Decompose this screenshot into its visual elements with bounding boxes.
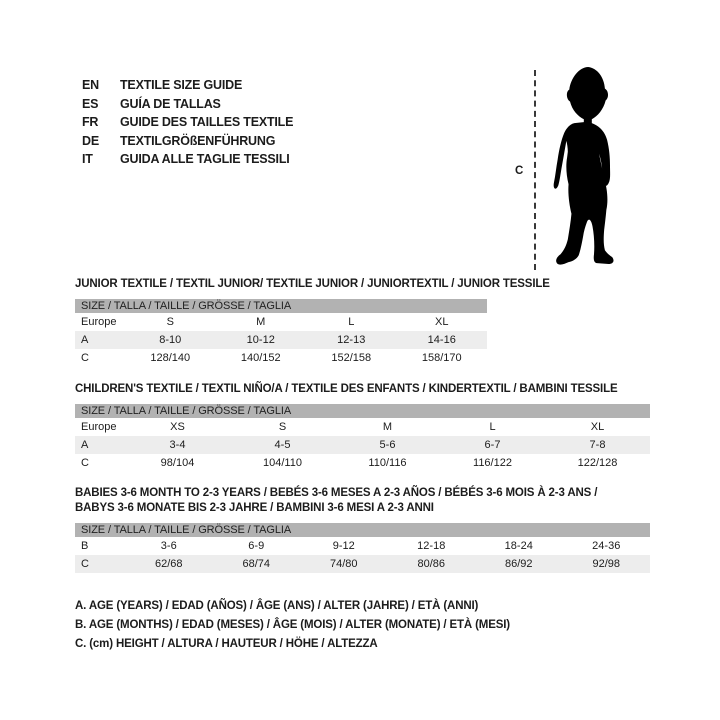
table-cell: 104/110 <box>263 457 302 469</box>
table-cell: 68/74 <box>242 558 271 570</box>
table-cell: M <box>382 421 393 433</box>
language-code: EN <box>82 78 99 93</box>
table-row <box>75 436 650 454</box>
language-code: FR <box>82 115 99 130</box>
table-row <box>75 555 650 573</box>
table-cell: S <box>166 316 174 328</box>
table-cell: L <box>348 316 355 328</box>
height-measure-label: C <box>515 165 524 177</box>
table-rows <box>75 313 487 367</box>
language-title: GUÍA DE TALLAS <box>120 96 221 111</box>
table-rows <box>75 537 650 573</box>
table-cell: 8-10 <box>159 334 182 346</box>
table-cell: 6-9 <box>248 540 265 552</box>
language-code: DE <box>82 133 99 148</box>
table-cell: 9-12 <box>332 540 355 552</box>
table-header-bar: SIZE / TALLA / TAILLE / GRÖSSE / TAGLIA <box>75 404 650 418</box>
table-cell: 80/86 <box>417 558 446 570</box>
table-row <box>75 331 487 349</box>
language-title: GUIDE DES TAILLES TEXTILE <box>120 115 294 130</box>
table-cell: 7-8 <box>589 439 606 451</box>
table-title-line2: BABYS 3-6 MONATE BIS 2-3 JAHRE / BAMBINI 3-6 MESI A 2-3 ANNI <box>75 502 434 514</box>
table-cell: 18-24 <box>504 540 533 552</box>
language-title: GUIDA ALLE TAGLIE TESSILI <box>120 152 290 167</box>
table-cell: 110/116 <box>368 457 407 469</box>
table-header-bar: SIZE / TALLA / TAILLE / GRÖSSE / TAGLIA <box>75 299 487 313</box>
language-list <box>82 76 293 169</box>
table-cell: L <box>489 421 496 433</box>
legend-line-c: C. (cm) HEIGHT / ALTURA / HAUTEUR / HÖHE / ALTEZZA <box>75 638 378 650</box>
legend <box>75 597 510 654</box>
table-row <box>75 454 650 472</box>
table-cell: M <box>256 316 266 328</box>
language-row <box>82 95 293 114</box>
table-cell: 128/140 <box>150 352 191 364</box>
language-code: IT <box>82 152 93 167</box>
table-title: BABIES 3-6 MONTH TO 2-3 YEARS / BEBÉS 3-6 MESES A 2-3 AÑOS / BÉBÉS 3-6 MOIS À 2-3 ANS / <box>75 487 598 499</box>
table-rows <box>75 418 650 472</box>
row-label: C <box>81 352 89 364</box>
table-cell: 122/128 <box>577 457 618 469</box>
table-cell: 4-5 <box>274 439 291 451</box>
language-row <box>82 113 293 132</box>
row-label: Europe <box>81 316 117 328</box>
table-row <box>75 349 487 367</box>
baby-silhouette-icon <box>546 66 626 268</box>
table-cell: 5-6 <box>379 439 396 451</box>
table-cell: XL <box>435 316 449 328</box>
table-cell: 152/158 <box>331 352 372 364</box>
table-cell: 116/122 <box>473 457 512 469</box>
table-cell: 86/92 <box>504 558 533 570</box>
children-size-table <box>75 382 650 472</box>
table-cell: 12-13 <box>337 334 366 346</box>
language-row <box>82 76 293 95</box>
table-cell: 74/80 <box>329 558 358 570</box>
table-title: CHILDREN'S TEXTILE / TEXTIL NIÑO/A / TEXTILE DES ENFANTS / KINDERTEXTIL / BAMBINI TESSILE <box>75 383 618 395</box>
table-cell: 24-36 <box>592 540 621 552</box>
table-cell: 6-7 <box>484 439 501 451</box>
table-header-bar: SIZE / TALLA / TAILLE / GRÖSSE / TAGLIA <box>75 523 650 537</box>
table-row <box>75 313 487 331</box>
row-label: C <box>81 457 89 469</box>
junior-size-table <box>75 277 550 367</box>
table-cell: 10-12 <box>246 334 275 346</box>
table-row <box>75 418 650 436</box>
language-title: TEXTILE SIZE GUIDE <box>120 78 243 93</box>
table-cell: 62/68 <box>154 558 183 570</box>
language-row <box>82 150 293 169</box>
table-row <box>75 537 650 555</box>
table-cell: 12-18 <box>417 540 446 552</box>
row-label: A <box>81 334 89 346</box>
table-cell: S <box>278 421 287 433</box>
height-measure-dashed-line <box>534 70 536 270</box>
language-row <box>82 132 293 151</box>
babies-size-table <box>75 486 650 573</box>
row-label: A <box>81 439 89 451</box>
row-label: Europe <box>81 421 117 433</box>
row-label: B <box>81 540 89 552</box>
table-cell: 98/104 <box>160 457 195 469</box>
table-cell: 140/152 <box>240 352 281 364</box>
table-cell: 14-16 <box>427 334 456 346</box>
language-title: TEXTILGRÖßENFÜHRUNG <box>120 133 276 148</box>
table-cell: 3-4 <box>169 439 186 451</box>
table-cell: 3-6 <box>160 540 177 552</box>
table-cell: XS <box>170 421 185 433</box>
table-cell: XL <box>590 421 605 433</box>
legend-line-a: A. AGE (YEARS) / EDAD (AÑOS) / ÂGE (ANS) / ALTER (JAHRE) / ETÀ (ANNI) <box>75 600 479 612</box>
table-cell: 92/98 <box>592 558 621 570</box>
row-label: C <box>81 558 89 570</box>
table-title: JUNIOR TEXTILE / TEXTIL JUNIOR/ TEXTILE JUNIOR / JUNIORTEXTIL / JUNIOR TESSILE <box>75 278 550 290</box>
legend-line-b: B. AGE (MONTHS) / EDAD (MESES) / ÂGE (MOIS) / ALTER (MONATE) / ETÀ (MESI) <box>75 619 510 631</box>
table-cell: 158/170 <box>421 352 462 364</box>
language-code: ES <box>82 96 99 111</box>
